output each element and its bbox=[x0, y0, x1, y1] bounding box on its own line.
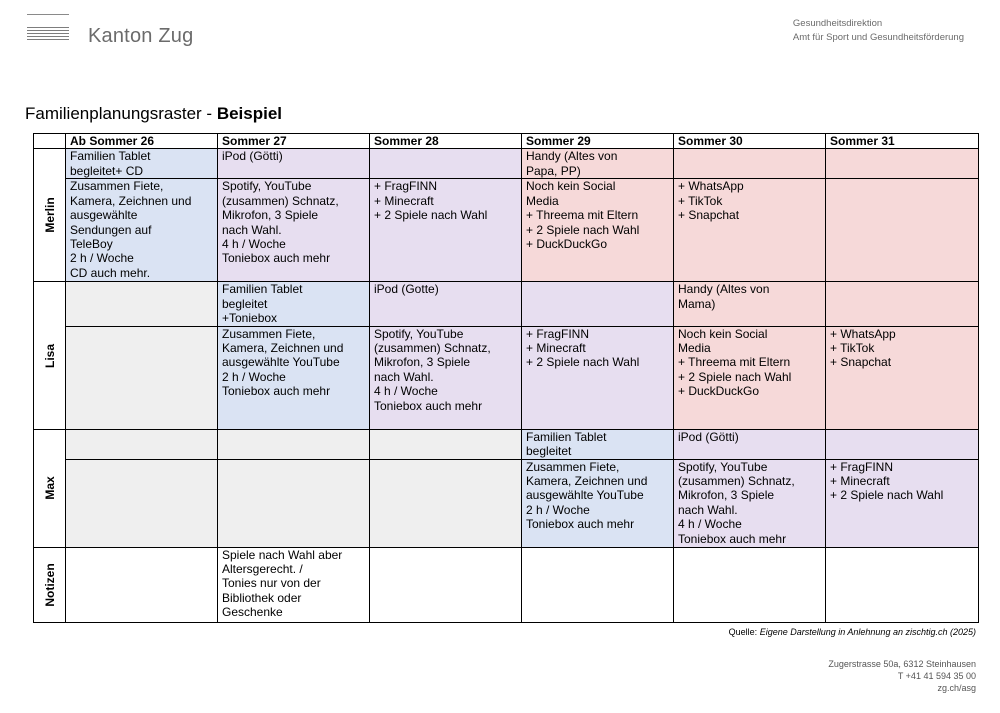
address-web: zg.ch/asg bbox=[937, 683, 976, 693]
table-cell bbox=[66, 459, 218, 547]
address-street: Zugerstrasse 50a, 6312 Steinhausen bbox=[828, 659, 976, 669]
person-label-lisa: Lisa bbox=[42, 343, 57, 368]
person-label-cell bbox=[34, 149, 66, 282]
table-row bbox=[34, 429, 979, 459]
table-cell: Familien Tablet begleitet +Toniebox bbox=[218, 282, 370, 326]
table-cell bbox=[370, 429, 522, 459]
header-row bbox=[34, 134, 979, 149]
dept-line-1: Gesundheitsdirektion bbox=[792, 18, 883, 29]
table-cell bbox=[826, 282, 979, 326]
table-cell: iPod (Götti) bbox=[218, 149, 370, 179]
table-cell: Zusammen Fiete, Kamera, Zeichnen und ausgewählte Sendungen auf TeleBoy 2 h / Woche CD auch mehr. bbox=[66, 179, 218, 282]
table-cell bbox=[218, 459, 370, 547]
table-cell bbox=[826, 179, 979, 282]
table-row bbox=[34, 179, 979, 282]
table-cell bbox=[826, 429, 979, 459]
column-header: Sommer 30 bbox=[674, 134, 826, 149]
column-header: Sommer 31 bbox=[826, 134, 979, 149]
planning-table bbox=[33, 133, 979, 623]
table-cell bbox=[218, 429, 370, 459]
table-cell: + WhatsApp + TikTok + Snapchat bbox=[826, 326, 979, 429]
person-label-cell bbox=[34, 282, 66, 429]
notes-label: Notizen bbox=[42, 562, 57, 607]
table-cell: + FragFINN + Minecraft + 2 Spiele nach Wahl bbox=[522, 326, 674, 429]
person-label-merlin: Merlin bbox=[42, 197, 57, 234]
table-cell: iPod (Götti) bbox=[674, 429, 826, 459]
table-cell bbox=[66, 547, 218, 622]
table-cell: Noch kein Social Media + Threema mit Eltern + 2 Spiele nach Wahl + DuckDuckGo bbox=[522, 179, 674, 282]
kanton-zug-logo-icon bbox=[27, 14, 69, 42]
table-cell bbox=[826, 149, 979, 179]
table-cell: Spiele nach Wahl aber Altersgerecht. / Tonies nur von der Bibliothek oder Geschenke bbox=[218, 547, 370, 622]
table-cell bbox=[370, 149, 522, 179]
source-note bbox=[729, 627, 976, 637]
table-cell bbox=[522, 282, 674, 326]
table-cell: Noch kein Social Media + Threema mit Eltern + 2 Spiele nach Wahl + DuckDuckGo bbox=[674, 326, 826, 429]
table-cell: + FragFINN + Minecraft + 2 Spiele nach Wahl bbox=[370, 179, 522, 282]
table-row bbox=[34, 282, 979, 326]
column-header: Sommer 27 bbox=[218, 134, 370, 149]
table-cell bbox=[826, 547, 979, 622]
address-block bbox=[828, 658, 976, 694]
table-cell bbox=[66, 282, 218, 326]
brand-name: Kanton Zug bbox=[88, 25, 194, 47]
table-cell: Zusammen Fiete, Kamera, Zeichnen und ausgewählte YouTube 2 h / Woche Toniebox auch mehr bbox=[218, 326, 370, 429]
table-row bbox=[34, 149, 979, 179]
source-prefix: Quelle: bbox=[728, 627, 760, 637]
table-cell: Handy (Altes von Papa, PP) bbox=[522, 149, 674, 179]
page-title bbox=[25, 104, 282, 124]
table-cell: Handy (Altes von Mama) bbox=[674, 282, 826, 326]
column-header: Ab Sommer 26 bbox=[66, 134, 218, 149]
table-cell bbox=[370, 547, 522, 622]
person-label-max: Max bbox=[42, 476, 57, 500]
table-cell: + FragFINN + Minecraft + 2 Spiele nach Wahl bbox=[826, 459, 979, 547]
department-info bbox=[793, 17, 964, 45]
table-cell: Familien Tablet begleitet+ CD bbox=[66, 149, 218, 179]
table-cell bbox=[674, 149, 826, 179]
table-cell: iPod (Gotte) bbox=[370, 282, 522, 326]
table-cell: Spotify, YouTube (zusammen) Schnatz, Mikrofon, 3 Spiele nach Wahl. 4 h / Woche Toniebox auch mehr bbox=[674, 459, 826, 547]
table-cell: + WhatsApp + TikTok + Snapchat bbox=[674, 179, 826, 282]
table-row bbox=[34, 326, 979, 429]
table-cell bbox=[522, 547, 674, 622]
person-label-cell bbox=[34, 547, 66, 622]
table-cell: Spotify, YouTube (zusammen) Schnatz, Mikrofon, 3 Spiele nach Wahl. 4 h / Woche Toniebox auch mehr bbox=[370, 326, 522, 429]
dept-line-2: Amt für Sport und Gesundheitsförderung bbox=[792, 32, 964, 43]
table-cell bbox=[66, 326, 218, 429]
table-cell: Zusammen Fiete, Kamera, Zeichnen und ausgewählte YouTube 2 h / Woche Toniebox auch mehr bbox=[522, 459, 674, 547]
source-text: Eigene Darstellung in Anlehnung an zischtig.ch (2025) bbox=[759, 627, 976, 637]
person-label-cell bbox=[34, 429, 66, 547]
address-phone: T +41 41 594 35 00 bbox=[897, 671, 976, 681]
table-cell: Spotify, YouTube (zusammen) Schnatz, Mikrofon, 3 Spiele nach Wahl. 4 h / Woche Toniebox auch mehr bbox=[218, 179, 370, 282]
table-row bbox=[34, 459, 979, 547]
column-header: Sommer 29 bbox=[522, 134, 674, 149]
title-bold: Beispiel bbox=[216, 104, 283, 123]
table-cell bbox=[66, 429, 218, 459]
table-cell bbox=[674, 547, 826, 622]
column-header bbox=[34, 134, 66, 149]
title-normal: Familienplanungsraster - bbox=[25, 104, 217, 123]
table-cell bbox=[370, 459, 522, 547]
column-header: Sommer 28 bbox=[370, 134, 522, 149]
table-row bbox=[34, 547, 979, 622]
table-cell: Familien Tablet begleitet bbox=[522, 429, 674, 459]
